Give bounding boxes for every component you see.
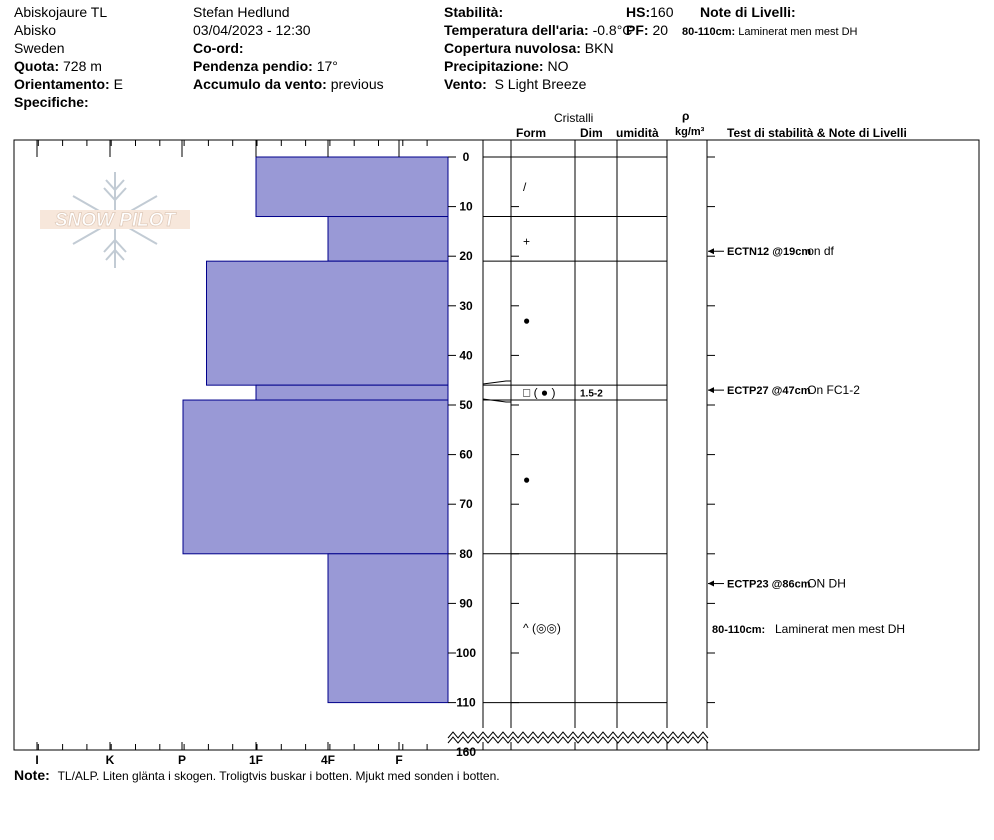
density-unit-header: kg/m³ <box>675 126 705 138</box>
hardness-label-1F: 1F <box>248 753 264 767</box>
depth-label-20: 20 <box>459 249 473 264</box>
stability-label: Stabilità: <box>444 4 504 20</box>
depth-label-10: 10 <box>459 199 473 214</box>
depth-label-bottom: 160 <box>455 745 477 759</box>
observation-datetime: 03/04/2023 - 12:30 <box>193 22 311 38</box>
test-code-0: ECTN12 @19cm <box>727 246 812 259</box>
test-arrow-icon-2 <box>708 581 714 587</box>
site-name: Abiskojaure TL <box>14 4 108 20</box>
logo-text: SNOW PILOT <box>54 210 176 231</box>
grain-size-3: 1.5-2 <box>580 388 603 400</box>
wind-label: Vento: <box>444 76 487 92</box>
country-name: Sweden <box>14 40 65 56</box>
layer-bar-3 <box>256 385 448 400</box>
cloud-label: Copertura nuvolosa: <box>444 40 581 56</box>
umidita-header: umidità <box>616 126 659 140</box>
hardness-label-F: F <box>395 753 403 767</box>
quota-label: Quota: <box>14 58 60 74</box>
rho-header: ρ <box>682 109 690 123</box>
test-code-1: ECTP27 @47cm <box>727 385 811 398</box>
note-row <box>14 767 500 784</box>
hardness-label-I: I <box>35 753 39 767</box>
coord-label: Co-ord: <box>193 40 244 56</box>
layer-bar-0 <box>256 157 448 217</box>
depth-label-60: 60 <box>459 447 473 462</box>
wind-load-value: previous <box>330 76 384 92</box>
test-arrow-icon-1 <box>708 387 714 393</box>
slope-value: 17° <box>316 58 338 74</box>
hs-label: HS: <box>626 4 651 20</box>
depth-label-30: 30 <box>459 298 473 313</box>
layer-note-range: 80-110cm: <box>712 624 766 637</box>
depth-label-40: 40 <box>459 348 473 363</box>
depth-label-90: 90 <box>459 596 473 611</box>
depth-label-110: 110 <box>456 695 476 710</box>
specifiche-label: Specifiche: <box>14 94 89 110</box>
layer-bar-5 <box>328 554 448 703</box>
hardness-label-P: P <box>177 753 187 767</box>
note-text: TL/ALP. Liten glänta i skogen. Troligtvis buskar i botten. Mjukt med sonden i botten. <box>57 769 500 783</box>
grain-symbol-5: ^ (◎◎) <box>523 621 561 636</box>
hs-value: 160 <box>650 4 674 20</box>
hardness-label-K: K <box>105 753 115 767</box>
grain-symbol-1: + <box>523 234 531 249</box>
grain-symbol-0: / <box>523 179 527 194</box>
orientation-value: E <box>113 76 123 92</box>
quota-value: 728 m <box>63 58 102 74</box>
depth-label-80: 80 <box>459 546 473 561</box>
air-temp-label: Temperatura dell'aria: <box>444 22 589 38</box>
test-note-0: on df <box>807 244 834 259</box>
dim-header: Dim <box>580 126 603 140</box>
air-temp-value: -0.8°C <box>592 22 633 38</box>
layer-bar-2 <box>207 261 449 385</box>
test-note-2: ON DH <box>807 576 846 591</box>
hardness-label-4F: 4F <box>320 753 336 767</box>
layer-bar-4 <box>183 400 448 554</box>
note-label: Note: <box>14 767 50 783</box>
layer-bar-1 <box>328 217 448 262</box>
precip-value: NO <box>547 58 569 74</box>
test-code-2: ECTP23 @86cm <box>727 578 811 591</box>
slope-label: Pendenza pendio: <box>193 58 313 74</box>
region-name: Abisko <box>14 22 57 38</box>
layer-note-text: Laminerat men mest DH <box>775 622 906 637</box>
test-arrow-icon-0 <box>708 248 714 254</box>
axis-break-mask <box>448 728 708 742</box>
precip-label: Precipitazione: <box>444 58 544 74</box>
depth-label-70: 70 <box>459 497 473 512</box>
layer-notes-label: Note di Livelli: <box>700 4 796 20</box>
layer-note-header-range: 80-110cm: <box>682 26 736 38</box>
cloud-value: BKN <box>584 40 614 56</box>
tests-header: Test di stabilità & Note di Livelli <box>727 126 907 140</box>
wind-value: S Light Breeze <box>494 76 587 92</box>
pf-label: PF: <box>626 22 649 38</box>
grain-symbol-4: ● <box>523 472 531 487</box>
test-note-1: On FC1-2 <box>807 383 860 398</box>
depth-label-100: 100 <box>455 646 477 660</box>
depth-label-0: 0 <box>462 150 470 164</box>
cristalli-header: Cristalli <box>554 111 594 125</box>
wind-load-label: Accumulo da vento: <box>193 76 327 92</box>
observer-name: Stefan Hedlund <box>193 4 290 20</box>
orientation-label: Orientamento: <box>14 76 110 92</box>
grain-symbol-3: □ ( ● ) <box>523 385 556 400</box>
layer-connector-upper <box>483 381 511 384</box>
snow-pilot-logo <box>40 172 190 268</box>
depth-label-50: 50 <box>459 398 473 412</box>
layer-note-header-text: Laminerat men mest DH <box>738 26 858 38</box>
grain-symbol-2: ● <box>523 313 531 328</box>
pf-value: 20 <box>652 22 669 38</box>
chart-frame <box>14 140 979 750</box>
form-header: Form <box>516 126 546 140</box>
